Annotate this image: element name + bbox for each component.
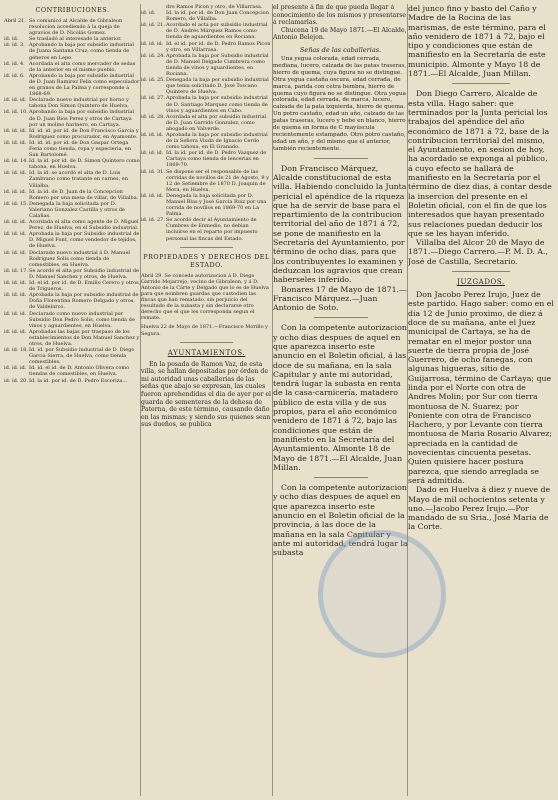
entry-text: Id. id. por Subsidio industrial de D. Diego Garcia Sierra, de Huelva, como tienda comestibles. xyxy=(29,347,135,366)
entry-date: id. id. id. xyxy=(4,231,27,238)
list-item xyxy=(4,292,141,310)
entry-text: Se acordó el alta por Subsidio industrial de D. Manuel Sanchez y otros, de Huelva. xyxy=(29,267,139,280)
entry-date: id. id. id. xyxy=(141,150,164,157)
list-item xyxy=(4,109,141,127)
list-item xyxy=(4,219,141,231)
column-1 xyxy=(4,4,141,384)
entry-text: Id. el id. por id. de D. Emilio Cerero y otros, de Trigueros. xyxy=(29,280,141,293)
column-3 xyxy=(273,4,408,558)
entry-date: id. id. id. xyxy=(4,328,27,335)
section-header-propiedades: PROPIEDADES Y DERECHOS DEL ESTADO. xyxy=(143,252,270,269)
entry-text: Denegada la baja por subsidio industrial que tenia solicitado D. José Toscano Quintero de Huelva. xyxy=(166,77,269,96)
section-header-juzgados: JUZGADOS. xyxy=(457,278,505,287)
entry-list xyxy=(4,18,141,384)
entry-text: Aprobada la baja por subsidio industrial de D. Santiago Marquez como tienda de vinos y aguardientes en Cabo. xyxy=(166,95,268,114)
entry-text: Aprobando la baja por subsidio industrial de D. Juan Rios Perez y otros de Cartaya por un molino harinero, en Cartaya. xyxy=(29,109,135,128)
library-stamp xyxy=(318,530,446,658)
section-header-ayuntamientos: AYUNTAMIENTOS. xyxy=(167,348,246,357)
announcement-text: Con la competente autorizacion y ocho dias despues de aquel en que aparezca inserto este anuncio en el Boletin oficial de la provincia, á las doce de la mañana en la sala Capitular y ante mi autoridad, tendrá lugar la subasta xyxy=(273,483,408,558)
entry-text: Aprobadas las bajas por traspaso de los establecimientos de Don Manuel Sanchez y otros, de Huelva. xyxy=(29,328,140,347)
entry-text: Id. la id. de D. Juan de la Concepcion Romero por una mesa de villar, de Villalba. xyxy=(29,188,139,201)
entry-text: Declarado nuevo industrial por horno y tahona Don Simon Quintero de Huelva. xyxy=(29,97,129,110)
list-item xyxy=(4,18,141,36)
announcement-text: Con la competente autorizacion y ocho dias despues de aquel en que aparezca inserto este anuncio en el Boletin oficial, á las doce de su mañana, en la sala Capitular y ante mi autoridad, tendrá lugar la subasta en renta de la casa-carnicería, matadero público de esta villa y de sus propios, para el año económico venidero de 1871 á 72, bajo las condiciones que están de manifiesto en la Secretaría del Ayuntamiento. Almonte 18 de Mayo de 1871.—El Alcalde, Juan Millan. xyxy=(273,323,407,472)
list-item xyxy=(4,61,141,73)
divider xyxy=(314,158,368,159)
signature-line: Villalba del Alcor 20 de Mayo de 1871.—Diego Carrero.—P. M. D. A., José de Castilla, Secretario. xyxy=(408,238,548,266)
section-text: En la posada de Ramon Vaz, de esta villa, se hallan depositadas por órden de mi autoridad unas caballerias de las señas que abajo se expresan, las cuales fueron aprehendidas el dia de ayer por el guarda de sementeras de la dehesa de Paterna, de este término, causando daño en las mismas; y siendo sus quienes sean sus dueños, se publica xyxy=(141,360,272,429)
entry-date: id. id. 10. xyxy=(4,109,28,116)
signature-line: Huelva 22 de Mayo de 1871.—Francisco Morillo y Segura. xyxy=(141,324,268,337)
list-item xyxy=(4,73,141,97)
entry-text: Id. el id. por id. de D. Pedro Ramos Picon y otro, en Villarrasa. xyxy=(166,40,271,53)
list-item xyxy=(4,329,141,347)
description-text: Una yegua colorada, edad cerrada, mediana, lucero, calzada de las patas traseras, hierro de quema, cuya figura no se distingue. Otra yegua castaña oscura, edad cerrada, de marca, parida con cetra hembra, hierro de quema cuyo figura no se distingue. Otra yegua colorada, edad cerrada, de marca, lucero, calzada de la pata izquierda, hierro de quema. Un potro castaño, edad un año, calzado de las patas traseras, lucero y bebe en blanco, hierro de quema en forma de C mayúscula recientemente estampado. Otro potro castaño, edad un año, y del mismo que el anterior, también recientemente. xyxy=(273,55,407,152)
entry-date: id. id. id. xyxy=(4,280,27,287)
announcement-text: Don Francisco Márquez, Alcalde constitucional de esta villa. Habiendo concluido la Junta pericial el apéndice de la riqueza que ha de servir de base para el repartimiento de la contribucion territorial del año de 1871 á 72, se pone de manifiesto en la Secretaría del Ayuntamiento, por término de ocho dias, para que los contribuyentes lo examinen y deduzcan los agravios que crean haberseles inferido. xyxy=(273,163,407,285)
entry-date: id. id. 28. xyxy=(141,113,165,120)
column-4 xyxy=(408,4,554,532)
entry-date: id. id. 6. xyxy=(4,72,25,79)
list-item xyxy=(4,170,141,188)
entry-text: Aprobando la baja por subsidio industrial de Juana Santana Cruz, como tienda de géneros en Lepe. xyxy=(29,42,135,61)
list-item xyxy=(4,128,141,140)
divider xyxy=(180,342,232,343)
entry-text: dro Ramos Picon y otro, de Villarrasa. xyxy=(166,4,263,10)
subheading: Señas de las caballerias. xyxy=(299,45,382,54)
entry-date: id. id. id. xyxy=(4,139,27,146)
entry-text: Id. la id. por id. de D. Pedro Escoriza... xyxy=(29,377,128,384)
list-item xyxy=(141,114,272,132)
entry-date: id. id. id. xyxy=(4,170,27,177)
entry-date: id. id. 18. xyxy=(4,347,28,354)
entry-text: Aprobada la baja por Subsidio industrial de D. Manuel Delgado Cumbrera como tienda de vinos y aguardientes, en Rociana. xyxy=(166,52,269,78)
entry-date: id. id. id. xyxy=(4,292,27,299)
entry-text: Se dispone ser el responsable de las corridas de novillos de 21 de Agosto, 9 y 12 de Setiembre de 1870 D. Joaquin de Mora, en Huelva. xyxy=(166,168,269,193)
list-item xyxy=(141,217,272,241)
entry-date: id. id. 20. xyxy=(4,377,28,384)
entry-date: id. id. id. xyxy=(4,97,27,104)
list-item xyxy=(4,97,141,109)
list-item xyxy=(141,22,272,40)
list-item xyxy=(141,169,272,193)
entry-date: Abril 21. xyxy=(4,18,26,24)
entry-date: id. id. id. xyxy=(4,249,27,256)
entry-date: id. id. 3. xyxy=(4,42,25,49)
entry-date: id. id. id. xyxy=(141,192,164,199)
list-item xyxy=(4,250,141,268)
list-item xyxy=(4,365,141,377)
entry-list xyxy=(141,4,272,242)
entry-text: Aprobada la baja por subsidio industrial de Doña Florentina Romero Delgado y otros, de Valdelarco. xyxy=(29,292,139,311)
continued-text: el presente á fin de que pueda llegar á conocimiento de los mismos y presentarse á reclamarlas. xyxy=(273,4,407,27)
list-item xyxy=(141,77,272,95)
entry-date: id. id. 27. xyxy=(141,217,165,224)
list-item xyxy=(4,42,141,60)
list-item xyxy=(4,158,141,170)
entry-text: Denegada la baja solicitada por D. Manuel Blas y José Garcia Ruiz por una corrida de novillos en 1869-70 en La Palma. xyxy=(166,192,267,218)
list-item xyxy=(141,150,272,168)
entry-text: Se acordó decir al Ayuntamiento de Cumbres de Enmedio, no debian incluirse en el reparto por impuesto personal las fincas del Estado. xyxy=(166,217,258,242)
list-item xyxy=(4,347,141,365)
list-item xyxy=(4,268,141,280)
list-item xyxy=(141,53,272,77)
list-item xyxy=(4,140,141,158)
divider xyxy=(180,247,232,248)
signature-line: Bonares 17 de Mayo de 1871.—Francisco Márquez.—Juan Antonio de Soto. xyxy=(273,284,407,313)
announcement-text: Don Diego Carrero, Alcalde de esta villa. Hago saber: que terminados por la Junta pericial los trabajos del apéndice del año económico de 1871 á 72, base de la contribucion territorial del mismo, el Ayuntamiento, en sesion de hoy, ha acordado se exponga al público, á cuyo efecto se hallará de manifiesto en la Secretaría por el término de diez dias, á contar desde la insercion del presente en el Boletin oficial, con el fin de que los interesados que hayan presentado sus relaciones puedan deducir los que se les hayan inferido. xyxy=(408,89,552,238)
column-2 xyxy=(141,4,272,429)
entry-text: Acordada el alta por subsidio industrial de D. Juan Garrido Gonzalez, como abogado en Valverde. xyxy=(166,113,267,132)
entry-date: id. id. 21. xyxy=(141,22,165,29)
divider xyxy=(314,477,368,478)
announcement-text: Don Jacobo Perez Irujo, Juez de este partido. Hago saber: como en el dia 12 de Junio proximo, de diez á doce de su mañana, ante el Juez municipal de Cartaya, se ha de rematar en el mejor postor una suerte de tierra propia de José Guerrero, de ocho fanegas, con algunas higueras, sitio de Guijarrosa, término de Cartaya; que linda por el Norte con otra de Andres Molin; por Sur con tierra montuosa de N. Suarez; por Poniente con otra de Francisco Hachero, y por Levante con tierra montuosa de Maria Rosario Alvarez; apreciada en la cantidad de novecientas cincuenta pesetas. Quien quisiere hacer postura parezca, que siendo arreglada se será admitida. xyxy=(408,290,554,485)
entry-date: id. id. 15. xyxy=(4,200,28,207)
entry-date: id. id. xyxy=(141,10,156,17)
list-item xyxy=(141,95,272,113)
list-item xyxy=(4,201,141,219)
entry-text: Id. la id. por id. de D. Pedro Vazquez de Cartaya como tienda de lencerias en 1869-70. xyxy=(166,150,267,169)
section-text: Abril 29. Se concede autorizacion á D. Diego Garrido Mojarrejo, vecino de Gibraleon, y á D. Antonio de la Cárte y Delgado que lo es de Huelva para que nombren guardas que custodien las fincas que han rematado, sin perjuicio del resultado de la subasta y sin declararse otro derecho que el que les corresponda segun el remate. xyxy=(141,272,269,322)
entry-text: Se comunicó al Alcalde de Gibraleon resolucion accediendo á la queja de agravios de D. Nicolás Gomez. xyxy=(29,18,123,37)
entry-date: id. id. 24. xyxy=(141,52,165,59)
entry-text: Se trasladó al interesado la anterior. xyxy=(29,36,122,43)
entry-date: id. id. 31. xyxy=(141,168,165,175)
list-item xyxy=(141,10,272,22)
entry-date: id. id. id. xyxy=(4,365,27,372)
entry-date: id. id. id. xyxy=(4,219,27,226)
entry-date: id. id. 25. xyxy=(141,77,165,84)
entry-text: Aprobada la baja por subsidio industrial de la Señora Viuda de Ignacio Cerdo como tahona, en El Granado. xyxy=(166,131,268,151)
list-item xyxy=(141,132,272,150)
entry-text: Acordada el alta como mercader de sedas de la anterior en el mismo pueblo. xyxy=(29,60,136,73)
entry-text: Aprobando la baja por subsidio industrial de D. Juan Ramirez Felix como especulador en granos de La Palma y corresponde á 1868-69. xyxy=(29,72,140,98)
divider xyxy=(314,317,368,318)
entry-text: Id. id. id. por id. de Don Gaspar Ortega Feria como tienda, ropa y especieria, en San Bartolomé. xyxy=(29,139,131,159)
entry-text: Declarado como nuevo industrial por Subsidio Don Pedro Solís, como tienda de vinos y aguardientes, en Huelva. xyxy=(29,310,135,329)
list-item xyxy=(4,311,141,329)
divider xyxy=(452,271,510,272)
entry-text: Acordada el alta como agente de D. Miguel Perez, de Huelva, en el Subsidio industrial. xyxy=(29,219,139,232)
divider xyxy=(452,83,510,84)
entry-date: id. id. id. xyxy=(4,310,27,317)
list-item xyxy=(4,231,141,249)
entry-date: id. id. 4. xyxy=(4,60,25,67)
entry-text: Declarado nuevo industrial á D. Manuel Rodriguez Solis como tienda de comestibles, en Huelva. xyxy=(29,249,130,268)
list-item xyxy=(4,378,141,384)
entry-text: Aprobada la baja por Subsidio industrial de D. Miguel Font, como vendedor de tejidos, de Huelva. xyxy=(29,231,140,250)
entry-date: id. id. id. xyxy=(4,127,27,134)
entry-date: id. id. xyxy=(4,36,19,43)
entry-date: id. id. 27. xyxy=(141,95,165,102)
section-header-contribuciones: CONTRIBUCIONES. xyxy=(35,6,110,14)
signature-line: Dado en Huelva á diez y nueve de Mayo de mil ochocientos setenta y uno.—Jacobo Perez Irujo.—Por mandado de su Sria., José Maria de la Corte. xyxy=(408,485,551,532)
entry-date: id. id. id. xyxy=(141,40,164,47)
list-item xyxy=(141,193,272,217)
entry-date: id. id. 14. xyxy=(4,158,28,165)
list-item xyxy=(141,41,272,53)
entry-date: id. id. id. xyxy=(141,131,164,138)
entry-text: Id. la id. se acordó el alta de D. Luis Zambrano como tratante en carnes, en Villalba. xyxy=(29,170,128,189)
entry-text: Id. la id. por id. de D. Simon Quintero como tahona, en Huelva. xyxy=(29,158,140,171)
entry-text: Denegada la baja solicitada por D. Valeriano Gonzalez Castilla y otros de Calañas. xyxy=(29,200,126,219)
entry-text: Id. la id. por id. de Don Juan Concepcion Romero, de Villalba. xyxy=(166,10,269,23)
continued-text: del junco fino y basto del Caño y Madre de la Rocina de las marismas, de este término, para el año venidero de 1871 á 72, bajo el tipo y condiciones que están de manifiesto en la Secretaría de este municipio. Almonte y Mayo 18 de 1871.—El Alcalde, Juan Millan. xyxy=(408,4,546,79)
entry-text: Id. id. id. por id. de Don Francisco Garcia y Rodriguez como procurador, en Ayamonte. xyxy=(29,127,139,140)
list-item xyxy=(4,189,141,201)
list-item xyxy=(4,280,141,292)
signature-line: Chucena 19 de Mayo 1871.—El Alcalde, Antonio Belejon. xyxy=(273,26,407,42)
entry-date: id. id. 17. xyxy=(4,267,28,274)
entry-date: id. id. id. xyxy=(4,188,27,195)
entry-text: Id. id. el id. de D. Antonio Olivera como tiendas de comestibles, en Huelva. xyxy=(29,365,130,378)
entry-text: Acordado el acta por subsidio industrial de D. Andrés Márquez Ramos como tienda de aguardientes en Rociana. xyxy=(166,22,268,41)
